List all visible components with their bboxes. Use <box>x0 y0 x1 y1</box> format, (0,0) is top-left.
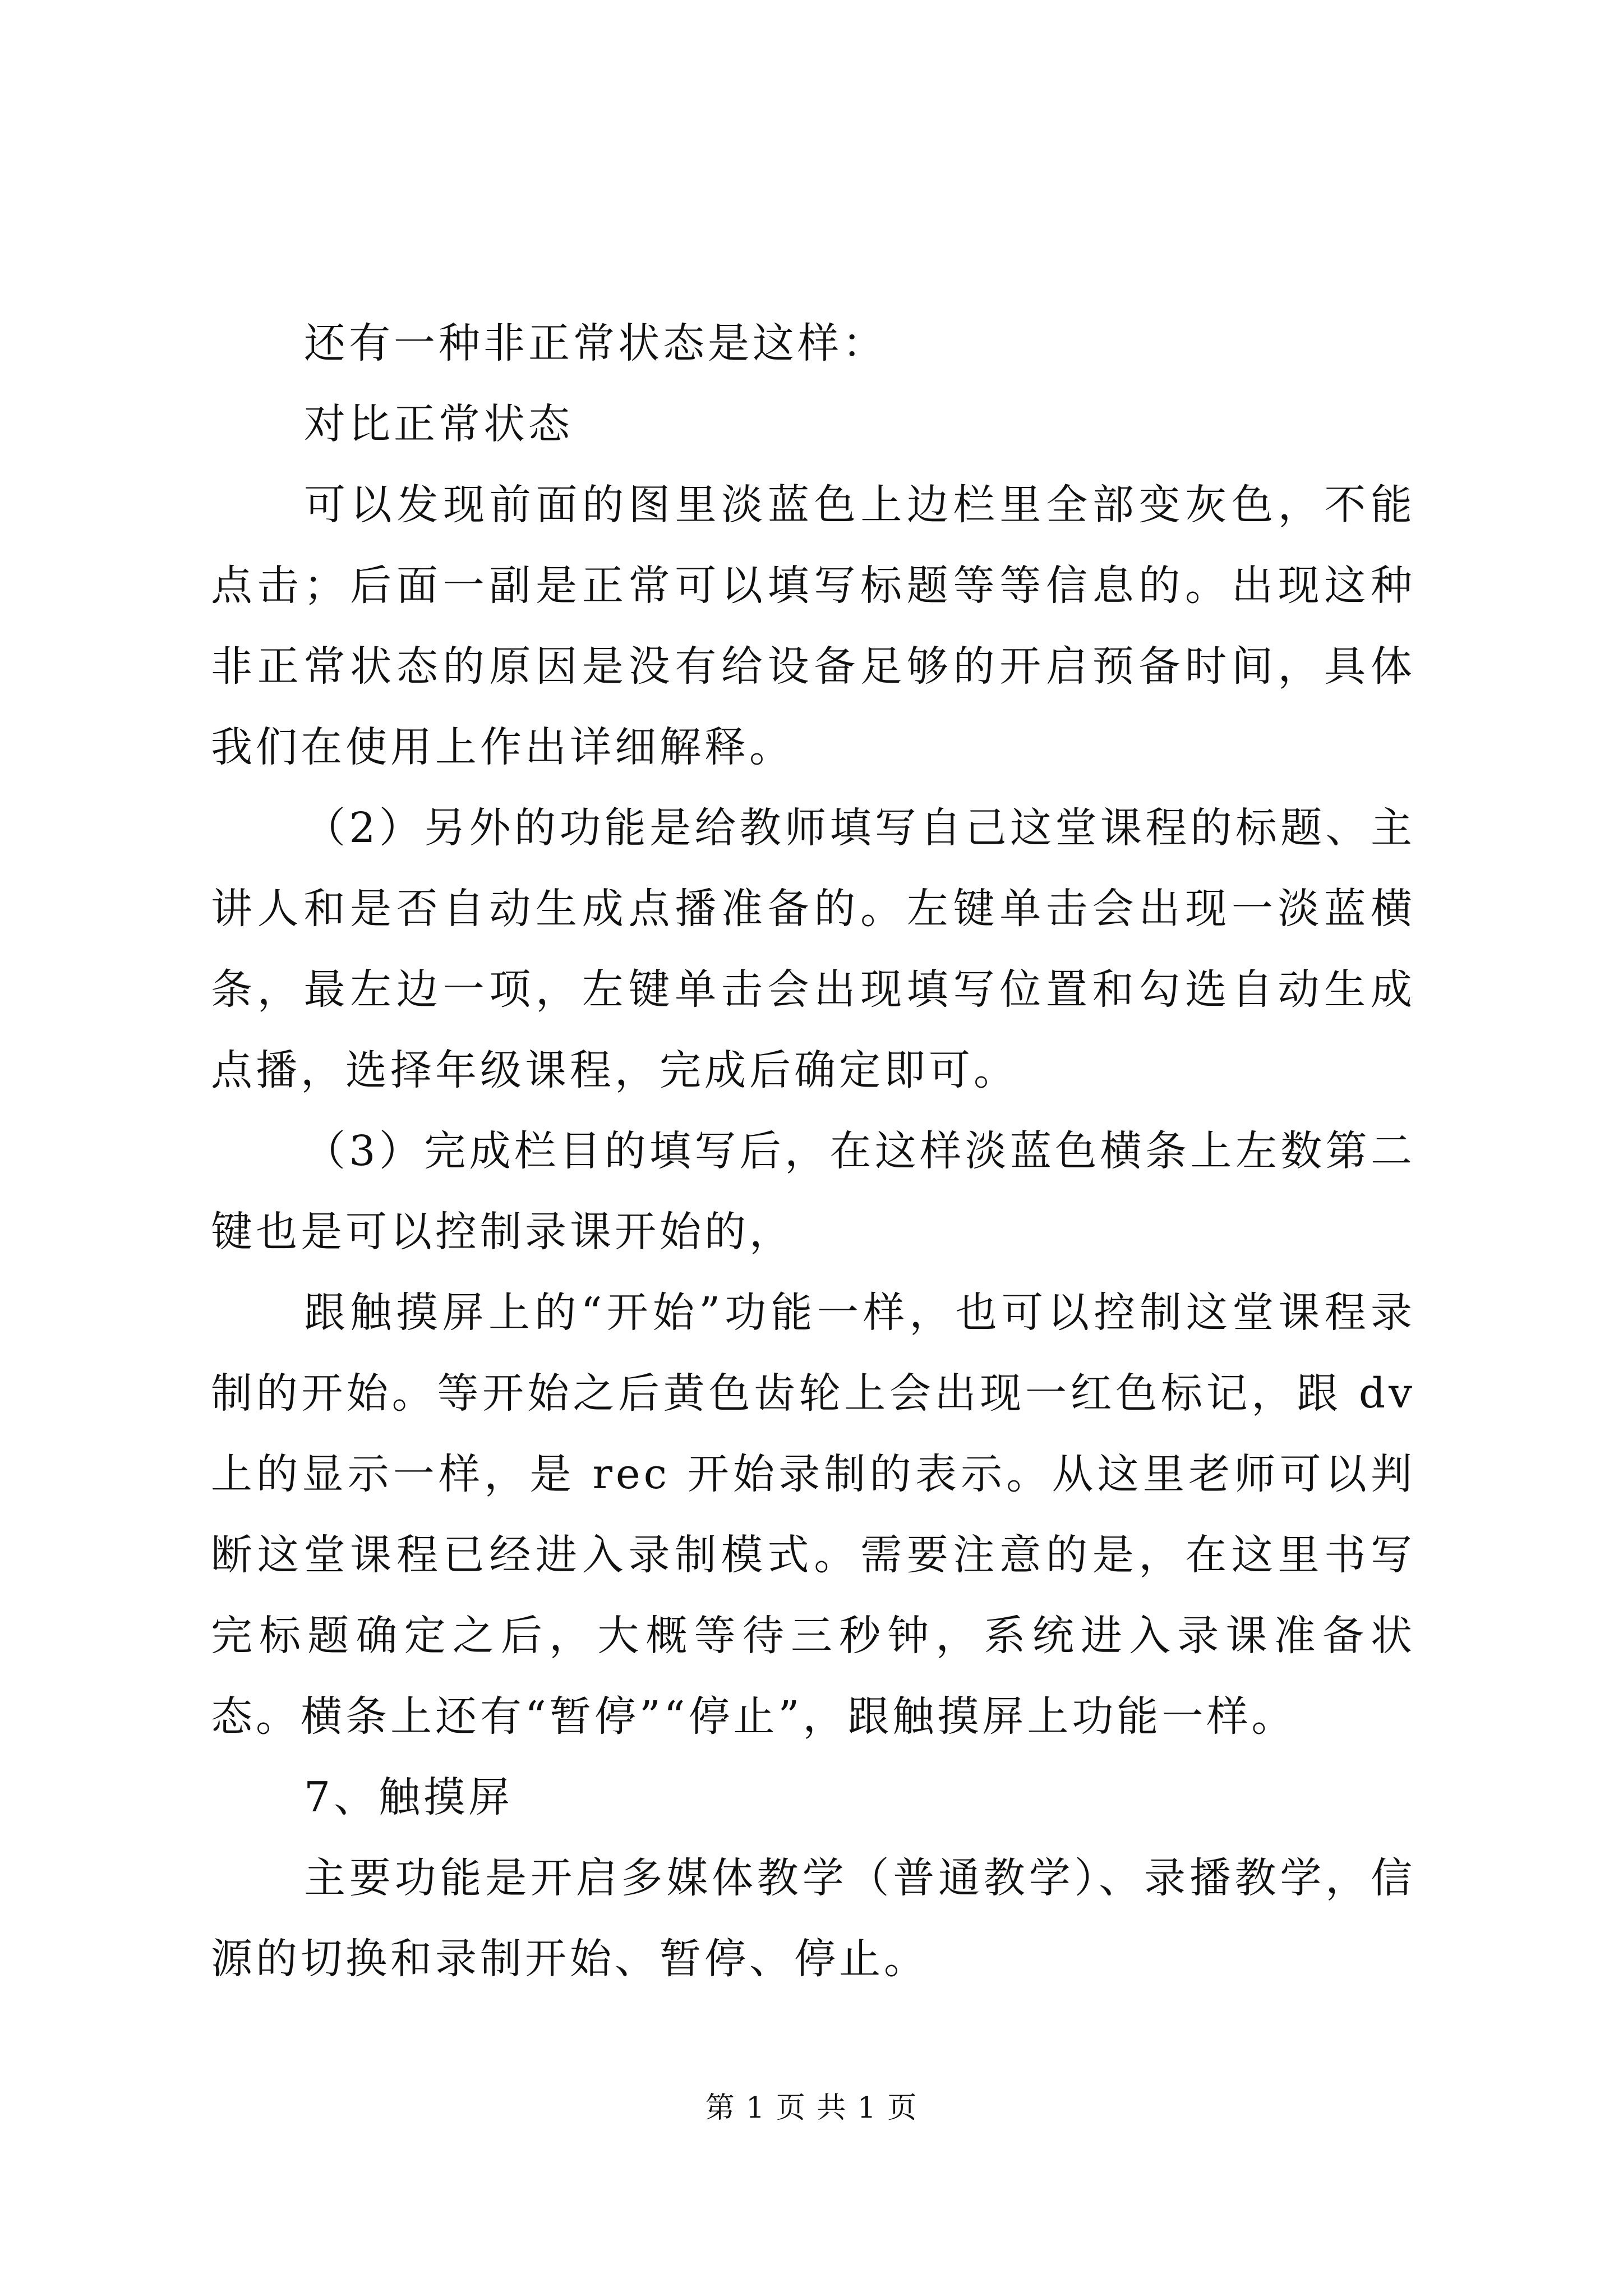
paragraph-start-recording: 跟触摸屏上的“开始”功能一样，也可以控制这堂课程录制的开始。等开始之后黄色齿轮上会出现一红色标记，跟 dv 上的显示一样，是 rec 开始录制的表示。从这里老师可以判断这堂课程已经进入录制模式。需要注意的是，在这里书写完标题确定之后，大概等待三秒钟，系统进入录课准备状态。横条上还有“暂停”“停止”，跟触摸屏上功能一样。 <box>211 1289 1415 1741</box>
paragraph-gray-toolbar-explanation: 可以发现前面的图里淡蓝色上边栏里全部变灰色，不能点击；后面一副是正常可以填写标题等等信息的。出现这种非正常状态的原因是没有给设备足够的开启预备时间，具体我们在使用上作出详细解释。 <box>211 481 1415 771</box>
paragraph-heading-touchscreen: 7、触摸屏 <box>304 1773 514 1821</box>
page-number-footer: 第 1 页 共 1 页 <box>705 2091 918 2125</box>
paragraph-function-3: （3）完成栏目的填写后，在这样淡蓝色横条上左数第二键也是可以控制录课开始的， <box>211 1127 1415 1256</box>
paragraph-function-2: （2）另外的功能是给教师填写自己这堂课程的标题、主讲人和是否自动生成点播准备的。左键单击会出现一淡蓝横条，最左边一项，左键单击会出现填写位置和勾选自动生成点播，选择年级课程，完成后确定即可。 <box>211 804 1415 1094</box>
paragraph-compare-normal: 对比正常状态 <box>304 400 573 448</box>
document-body <box>211 303 1415 1999</box>
paragraph-touchscreen-functions: 主要功能是开启多媒体教学（普通教学）、录播教学，信源的切换和录制开始、暂停、停止。 <box>211 1854 1415 1983</box>
paragraph-abnormal-state-intro: 还有一种非正常状态是这样： <box>304 319 887 367</box>
